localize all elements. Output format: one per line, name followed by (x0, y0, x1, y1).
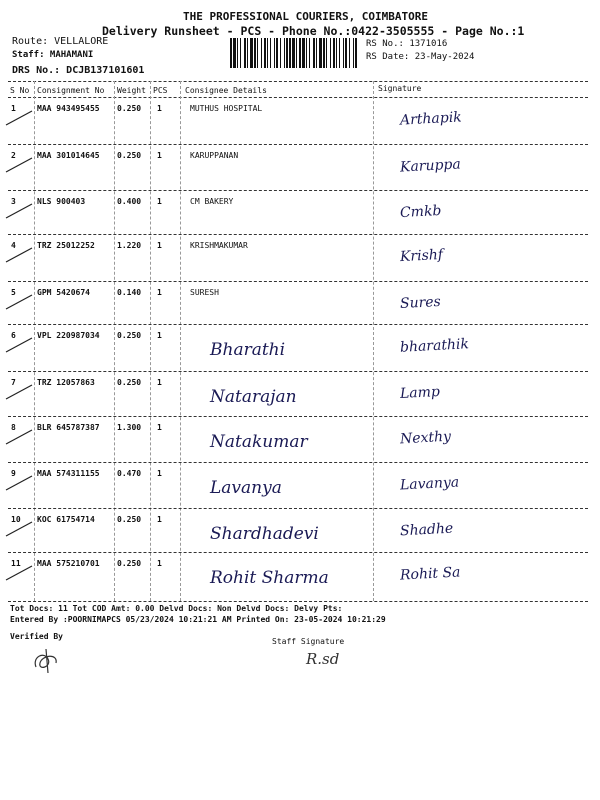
tick-mark-icon (4, 246, 34, 266)
row-signature: Karuppa (399, 156, 462, 176)
row-signature: Shadhe (399, 520, 454, 540)
row-divider (8, 552, 588, 553)
barcode-bar (286, 38, 288, 68)
rs-date: RS Date: 23-May-2024 (366, 52, 475, 62)
barcode-bar (336, 38, 337, 68)
barcode-bar (280, 38, 281, 68)
barcode-bar (274, 38, 275, 68)
tick-mark-icon (4, 428, 34, 448)
barcode-bar (240, 38, 241, 68)
row-weight: 0.250 (117, 559, 142, 568)
barcode-bar (345, 38, 347, 68)
row-weight: 0.250 (117, 104, 142, 113)
row-signature: Arthapik (399, 109, 463, 129)
tick-mark-icon (4, 383, 34, 403)
row-consignee: KARUPPANAN (190, 151, 239, 160)
row-weight: 0.250 (117, 378, 142, 387)
row-pcs: 1 (157, 559, 162, 568)
row-pcs: 1 (157, 423, 162, 432)
row-pcs: 1 (157, 288, 162, 297)
barcode-bar (343, 38, 344, 68)
row-divider (8, 234, 588, 235)
col-pcs: PCS (153, 86, 168, 95)
drs-number: DRS No.: DCJB137101601 (12, 65, 145, 76)
barcode-bar (309, 38, 310, 68)
row-divider (8, 281, 588, 282)
barcode-bar (257, 38, 258, 68)
row-consignment: GPM 5420674 (37, 288, 90, 297)
col-line (373, 81, 374, 601)
tick-mark-icon (4, 474, 34, 494)
tick-mark-icon (4, 520, 34, 540)
row-divider (8, 324, 588, 325)
barcode-bar (299, 38, 301, 68)
row-consignment: KOC 61754714 (37, 515, 95, 524)
barcode-bar (254, 38, 256, 68)
header-divider-bottom (8, 97, 588, 98)
row-sno: 9 (11, 469, 16, 478)
row-pcs: 1 (157, 378, 162, 387)
barcode-bar (261, 38, 262, 68)
row-consignment: TRZ 12057863 (37, 378, 95, 387)
row-weight: 0.250 (117, 151, 142, 160)
row-consignee-handwritten: Lavanya (210, 478, 282, 498)
barcode-bar (326, 38, 327, 68)
row-pcs: 1 (157, 241, 162, 250)
row-sno: 10 (11, 515, 21, 524)
row-consignment: NLS 900403 (37, 197, 86, 206)
col-weight: Weight (117, 86, 146, 95)
row-sno: 6 (11, 331, 16, 340)
barcode-bar (330, 38, 331, 68)
row-pcs: 1 (157, 515, 162, 524)
row-consignee: KRISHMAKUMAR (190, 241, 248, 250)
row-sno: 2 (11, 151, 16, 160)
staff-signature-label: Staff Signature (272, 637, 345, 646)
row-sno: 8 (11, 423, 16, 432)
barcode-bar (264, 38, 266, 68)
row-consignment: VPL 220987034 (37, 331, 100, 340)
row-signature: Rohit Sa (399, 564, 461, 584)
barcode-bar (276, 38, 278, 68)
barcode-bar (230, 38, 232, 68)
row-consignment: BLR 645787387 (37, 423, 100, 432)
row-consignment: MAA 301014645 (37, 151, 100, 160)
row-sno: 5 (11, 288, 16, 297)
tick-mark-icon (4, 336, 34, 356)
row-signature: bharathik (399, 336, 470, 356)
barcode-bar (270, 38, 271, 68)
row-consignee-handwritten: Natakumar (210, 432, 308, 452)
barcode-bar (289, 38, 291, 68)
barcode-bar (313, 38, 315, 68)
tick-mark-icon (4, 202, 34, 222)
barcode-bar (247, 38, 248, 68)
row-pcs: 1 (157, 469, 162, 478)
row-sno: 3 (11, 197, 16, 206)
rs-number: RS No.: 1371016 (366, 39, 448, 49)
col-sno: S No (10, 86, 30, 95)
row-weight: 0.400 (117, 197, 142, 206)
barcode-bar (296, 38, 297, 68)
header-divider-top (8, 81, 588, 82)
row-divider (8, 371, 588, 372)
row-consignee-handwritten: Rohit Sharma (210, 568, 329, 588)
row-signature: Lavanya (399, 474, 460, 494)
row-consignment: MAA 574311155 (37, 469, 100, 478)
barcode-bar (353, 38, 354, 68)
row-consignment: MAA 943495455 (37, 104, 100, 113)
tick-mark-icon (4, 564, 34, 584)
col-line (180, 81, 181, 601)
row-consignee-handwritten: Natarajan (210, 387, 297, 407)
row-weight: 0.250 (117, 515, 142, 524)
barcode-bar (323, 38, 325, 68)
barcode-bar (244, 38, 246, 68)
row-consignee: SURESH (190, 288, 219, 297)
row-sno: 7 (11, 378, 16, 387)
barcode-bar (233, 38, 236, 68)
entered-by-line: Entered By :POORNIMAPCS 05/23/2024 10:21:21 AM Printed On: 23-05-2024 10:21:29 (10, 615, 386, 624)
totals-line: Tot Docs: 11 Tot COD Amt: 0.00 Delvd Docs: Non Delvd Docs: Delvy Pts: (10, 604, 343, 613)
staff-signature-mark: R.sd (306, 650, 340, 668)
row-pcs: 1 (157, 104, 162, 113)
col-line (114, 81, 115, 601)
row-pcs: 1 (157, 197, 162, 206)
row-pcs: 1 (157, 151, 162, 160)
row-consignment: TRZ 25012252 (37, 241, 95, 250)
row-weight: 0.250 (117, 331, 142, 340)
row-signature: Cmkb (399, 202, 442, 222)
barcode-bar (316, 38, 317, 68)
row-consignment: MAA 575210701 (37, 559, 100, 568)
barcode-bar (292, 38, 295, 68)
barcode-bar (355, 38, 357, 68)
row-weight: 0.140 (117, 288, 142, 297)
barcode-bar (333, 38, 335, 68)
row-consignee: MUTHUS HOSPITAL (190, 104, 263, 113)
row-consignee-handwritten: Bharathi (210, 340, 286, 360)
row-pcs: 1 (157, 331, 162, 340)
row-signature: Nexthy (399, 428, 452, 448)
row-weight: 0.470 (117, 469, 142, 478)
company-name: THE PROFESSIONAL COURIERS, COIMBATORE (183, 10, 429, 23)
col-consignee: Consignee Details (185, 86, 267, 95)
row-divider (8, 190, 588, 191)
row-weight: 1.300 (117, 423, 142, 432)
row-signature: Krishf (399, 246, 444, 266)
barcode-bar (349, 38, 350, 68)
row-signature: Lamp (399, 383, 441, 403)
barcode-bar (284, 38, 285, 68)
tick-mark-icon (4, 109, 34, 129)
staff-label: Staff: MAHAMANI (12, 50, 94, 60)
row-signature: Sures (399, 293, 442, 313)
barcode-icon (230, 38, 360, 70)
route-label: Route: VELLALORE (12, 36, 109, 47)
row-sno: 11 (11, 559, 21, 568)
row-divider (8, 508, 588, 509)
col-consignment: Consignment No (37, 86, 105, 95)
barcode-bar (319, 38, 322, 68)
col-line (150, 81, 151, 601)
row-divider (8, 416, 588, 417)
footer-divider (8, 601, 588, 602)
row-divider (8, 462, 588, 463)
tick-mark-icon (4, 156, 34, 176)
barcode-bar (306, 38, 307, 68)
barcode-bar (302, 38, 305, 68)
row-weight: 1.220 (117, 241, 142, 250)
barcode-bar (237, 38, 238, 68)
row-divider (8, 144, 588, 145)
row-consignee-handwritten: Shardhadevi (210, 524, 319, 544)
tick-mark-icon (4, 293, 34, 313)
col-signature: Signature (378, 84, 422, 93)
runsheet-subtitle: Delivery Runsheet - PCS - Phone No.:0422-3505555 - Page No.:1 (102, 24, 525, 38)
verified-by-label: Verified By (10, 632, 63, 641)
verified-signature-icon (28, 645, 68, 675)
barcode-bar (339, 38, 340, 68)
col-line (34, 81, 35, 601)
row-sno: 4 (11, 241, 16, 250)
barcode-bar (267, 38, 268, 68)
row-sno: 1 (11, 104, 16, 113)
barcode-bar (250, 38, 253, 68)
row-consignee: CM BAKERY (190, 197, 234, 206)
